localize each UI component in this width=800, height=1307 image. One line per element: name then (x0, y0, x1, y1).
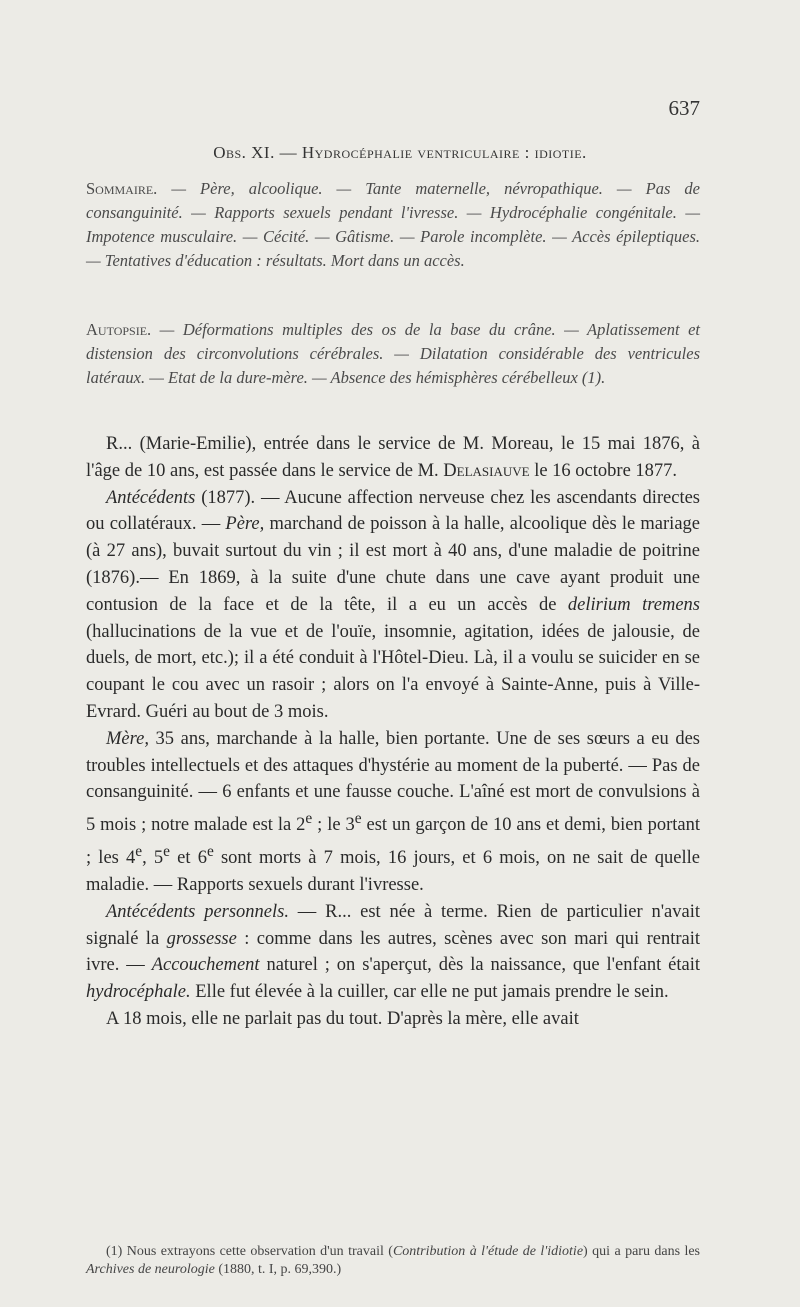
superscript: e (163, 843, 171, 861)
text-run: — R... est née à terme. Rien de particulier n'avait signalé la (86, 901, 700, 949)
emphasis: Accouchement (151, 955, 260, 976)
emphasis: grossesse (166, 928, 237, 949)
work-title: Contribution à l'étude de l'idiotie (392, 1244, 584, 1259)
section-heading: Antécédents personnels. (106, 901, 289, 922)
text-run: (1) Nous extrayons cette observation d'un travail ( (106, 1244, 393, 1259)
journal-title: Archives de neurologie (86, 1262, 215, 1277)
footnote-text (86, 1243, 700, 1279)
text-run: R... (Marie-Emilie), entrée dans le service de M. Moreau, le 15 mai 1876, à l'âge de 10 ans, est passée dans le service de M. (86, 434, 700, 481)
autopsie-text: — Déformations multiples des os de la base du crâne. — Aplatissement et distension des circonvolutions cérébrales. — Dilatation considérable des ventricules latéraux. — Etat de la dure-mère. — Absence des hémisphères cérébelleux (1). (86, 320, 700, 387)
emphasis: hydrocéphale. (86, 982, 191, 1003)
sommaire-text: — Père, alcoolique. — Tante maternelle, névropathique. — Pas de consanguinité. — Rapports sexuels pendant l'ivresse. — Hydrocéphalie congénitale. — Impotence musculaire. — Cécité. — Gâtisme. — Parole incomplète. — Accès épileptiques. — Tentatives d'éducation : résultats. Mort dans un accès. (86, 179, 700, 270)
superscript: e (206, 843, 214, 861)
text-run: est un garçon de 10 ans et demi, bien portant ; les 4 (86, 815, 700, 869)
superscript: e (354, 810, 362, 828)
text-run: naturel ; on s'aperçut, dès la naissance, que l'enfant était (259, 955, 700, 976)
text-run: 35 ans, marchande à la halle, bien portante. Une de ses sœurs a eu des troubles intellectuels et des attaques d'hystérie au moment de la puberté. — Pas de consanguinité. — 6 enfants et une fausse couche. L'aîné est mort de convulsions à 5 mois ; notre malade est la 2 (86, 728, 700, 836)
paragraph-antecedents (86, 485, 700, 726)
text-run: le 16 octobre 1877. (529, 460, 678, 481)
sommaire-label: Sommaire. (86, 179, 158, 198)
text-run: , 5 (142, 848, 164, 869)
section-heading: Antécédents (106, 487, 196, 508)
text-run: sont morts à 7 mois, 16 jours, et 6 mois, on ne sait de quelle maladie. — Rapports sexuels durant l'ivresse. (86, 848, 700, 896)
text-run: ; le 3 (312, 815, 355, 836)
text-run: et 6 (170, 848, 207, 869)
text-run: marchand de poisson à la halle, alcoolique dès le mariage (à 27 ans), buvait surtout du vin ; il est mort à 40 ans, d'une maladie de poitrine (1876).— En 1869, à la suite d'une chute dans une cave ayant produit une contusion de la face et de la tête, il a eu un accès de (86, 514, 700, 615)
text-run: ) qui a paru dans les (583, 1244, 701, 1259)
observation-subject: Hydrocéphalie ventriculaire : idiotie. (301, 143, 587, 162)
text-run: (1880, t. I, p. 69,390.) (214, 1262, 342, 1277)
doctor-name: Delasiauve (443, 460, 530, 481)
text-run: (hallucinations de la vue et de l'ouïe, insomnie, agitation, idées de jalousie, de duels, de mort, etc.); il a été conduit à l'Hôtel-Dieu. Là, il a voulu se suicider en se coupant le cou avec un rasoir ; alors on l'a envoyé à Sainte-Anne, puis à Ville-Evrard. Guéri au bout de 3 mois. (86, 621, 700, 722)
emphasis: Père, (225, 514, 265, 535)
autopsie-label: Autopsie. (86, 320, 152, 339)
main-text (86, 431, 700, 1033)
superscript: e (305, 810, 313, 828)
observation-number: Obs. XI. (213, 143, 275, 162)
footnote (86, 1243, 700, 1279)
autopsie-block (86, 318, 700, 390)
paragraph-eighteen-months: A 18 mois, elle ne parlait pas du tout. D'après la mère, elle avait (106, 1009, 579, 1030)
paragraph-mother (86, 726, 700, 899)
title-dash: — (274, 143, 302, 162)
superscript: e (135, 843, 143, 861)
emphasis: delirium tremens (567, 594, 700, 615)
paragraph-personal-history (86, 899, 700, 1006)
emphasis: Mère, (106, 728, 149, 749)
sommaire-block (86, 177, 700, 273)
paragraph-admission (86, 431, 700, 485)
text-run: (1877). — Aucune affection nerveuse chez les ascendants directes ou collatéraux. — (86, 487, 700, 535)
text-run: Elle fut élevée à la cuiller, car elle ne put jamais prendre le sein. (190, 982, 669, 1003)
observation-title (0, 143, 800, 163)
page-number: 637 (668, 96, 700, 120)
text-run: : comme dans les autres, scènes avec son mari qui rentrait ivre. — (86, 928, 700, 976)
